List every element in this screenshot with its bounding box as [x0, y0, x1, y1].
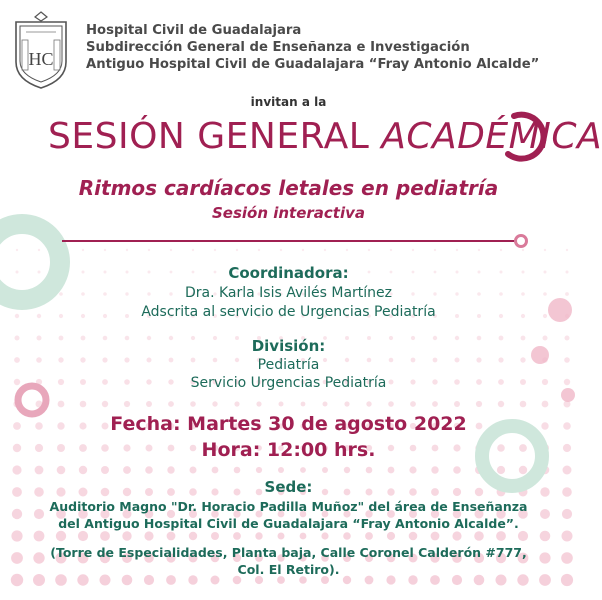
venue-address2: Col. El Retiro).: [237, 562, 340, 577]
coordinator-role: Adscrita al servicio de Urgencias Pediatría: [141, 304, 436, 320]
event-format: Sesión interactiva: [211, 204, 366, 222]
venue-address1: (Torre de Especialidades, Planta baja, Calle Coronel Calderón #777,: [50, 545, 527, 560]
hospital-shield-logo: [8, 10, 74, 90]
venue-line2: del Antiguo Hospital Civil de Guadalajara “Fray Antonio Alcalde”.: [58, 516, 519, 531]
invitation-text: invitan a la: [250, 95, 327, 109]
event-title-part2: ACADÉMICA: [381, 116, 602, 157]
event-date: Fecha: Martes 30 de agosto 2022: [110, 413, 467, 435]
institution-subdirectorate: Subdirección General de Enseñanza e Investigación: [86, 40, 470, 55]
institution-name: Hospital Civil de Guadalajara: [86, 23, 302, 38]
event-topic: Ritmos cardíacos letales en pediatría: [78, 176, 499, 200]
division-label: División:: [251, 337, 326, 355]
event-time: Hora: 12:00 hrs.: [201, 439, 376, 461]
venue-line1: Auditorio Magno "Dr. Horacio Padilla Muñoz" del área de Enseñanza: [49, 499, 528, 514]
title-arc-decoration: [500, 110, 562, 166]
institution-header: [86, 22, 539, 73]
logo-monogram: HC: [28, 49, 54, 69]
coordinator-name: Dra. Karla Isis Avilés Martínez: [184, 285, 393, 301]
coordinator-label: Coordinadora:: [228, 264, 349, 282]
divider-ring: [514, 234, 528, 248]
divider-line: [62, 240, 517, 242]
venue-label: Sede:: [264, 478, 313, 496]
division-line2: Servicio Urgencias Pediatría: [190, 375, 387, 391]
institution-hospital: Antiguo Hospital Civil de Guadalajara “Fray Antonio Alcalde”: [86, 57, 540, 72]
event-title-part1: SESIÓN GENERAL: [48, 116, 382, 157]
division-line1: Pediatría: [257, 357, 320, 373]
